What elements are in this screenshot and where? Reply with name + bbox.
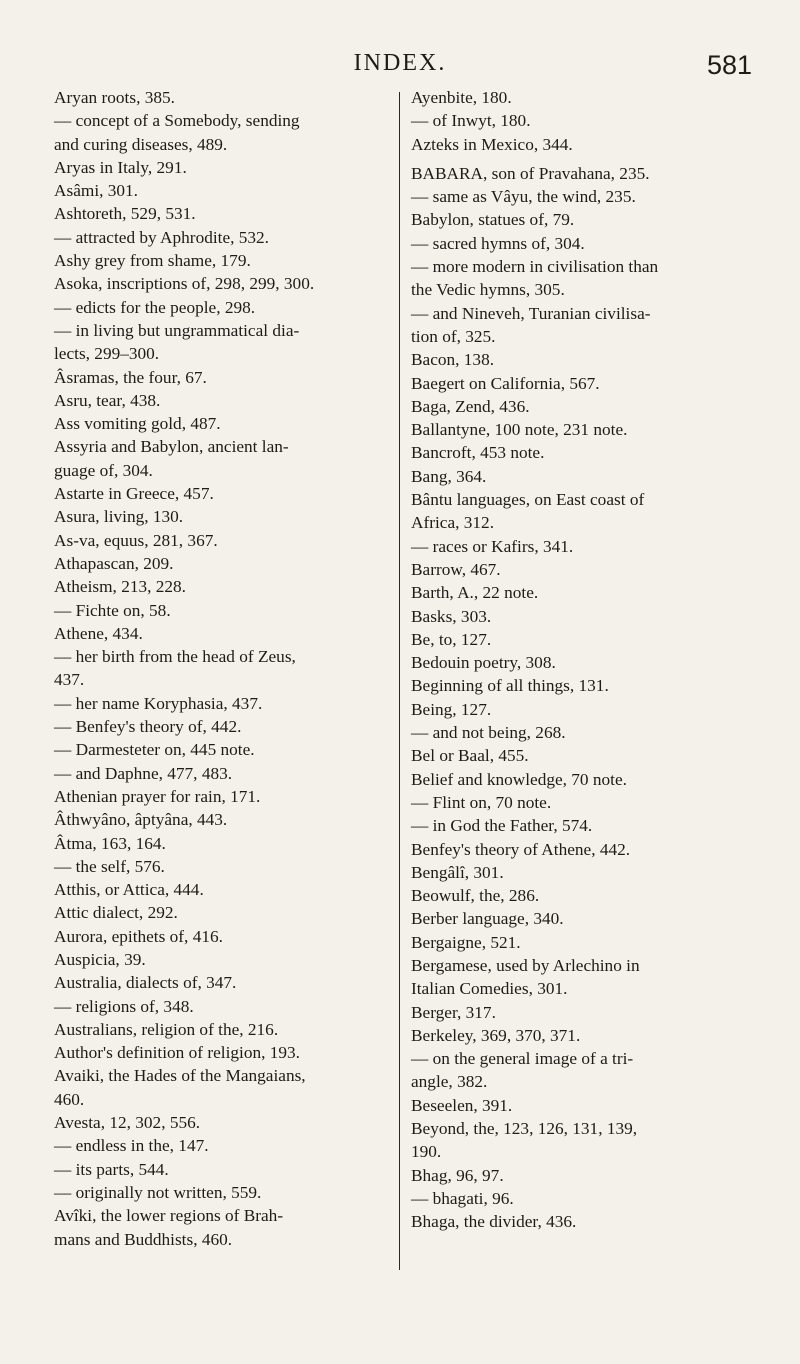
- index-entry-line: — on the general image of a tri-: [411, 1049, 634, 1069]
- index-entry-line: Athapascan, 209.: [54, 553, 174, 573]
- index-entry: [411, 1047, 756, 1094]
- index-entry-line: Bengâlî, 301.: [411, 862, 504, 882]
- index-entry-line: — in God the Father, 574.: [411, 816, 593, 836]
- index-entry: [411, 232, 756, 255]
- index-entry-continuation: 190.: [411, 1142, 442, 1162]
- index-entry: [54, 878, 394, 901]
- index-entry-line: — the self, 576.: [54, 856, 165, 876]
- index-entry-line: Bântu languages, on East coast of: [411, 490, 645, 510]
- index-entry: [411, 861, 756, 884]
- index-entry: [411, 791, 756, 814]
- index-entry-line: Athenian prayer for rain, 171.: [54, 786, 261, 806]
- index-entry-line: Bhag, 96, 97.: [411, 1165, 504, 1185]
- index-entry-continuation: angle, 382.: [411, 1072, 488, 1092]
- index-entry: [54, 645, 394, 692]
- index-entry-line: Being, 127.: [411, 699, 492, 719]
- index-entry: [411, 768, 756, 791]
- index-entry: [411, 109, 756, 132]
- index-entry: [54, 925, 394, 948]
- index-entry-line: Ballantyne, 100 note, 231 note.: [411, 420, 628, 440]
- index-entry-line: Basks, 303.: [411, 606, 492, 626]
- index-entry-continuation: guage of, 304.: [54, 460, 153, 480]
- index-entry: [54, 389, 394, 412]
- index-entry-line: Berger, 317.: [411, 1002, 496, 1022]
- index-entry: [54, 156, 394, 179]
- index-entry-line: — and not being, 268.: [411, 723, 566, 743]
- index-entry: [54, 901, 394, 924]
- index-entry-line: Ass vomiting gold, 487.: [54, 414, 221, 434]
- index-entry-line: BABARA, son of Pravahana, 235.: [411, 163, 650, 183]
- index-entry-line: Athene, 434.: [54, 623, 143, 643]
- index-entry-line: Baegert on California, 567.: [411, 373, 600, 393]
- index-entry-continuation: tion of, 325.: [411, 326, 496, 346]
- index-entry: [54, 109, 394, 156]
- index-entry: [411, 162, 756, 185]
- index-entry-line: — of Inwyt, 180.: [411, 111, 531, 131]
- index-entry-line: Aryas in Italy, 291.: [54, 157, 187, 177]
- index-entry-line: Atheism, 213, 228.: [54, 577, 187, 597]
- index-entry-line: — attracted by Aphrodite, 532.: [54, 227, 270, 247]
- page-number: 581: [706, 50, 752, 80]
- index-entry-line: Âtma, 163, 164.: [54, 833, 166, 853]
- index-entry: [411, 395, 756, 418]
- index-entry-line: — bhagati, 96.: [411, 1188, 514, 1208]
- index-entry: [54, 738, 394, 761]
- index-entry: [54, 505, 394, 528]
- index-entry-line: As-va, equus, 281, 367.: [54, 530, 218, 550]
- index-entry: [411, 86, 756, 109]
- index-entry: [411, 465, 756, 488]
- index-entry: [411, 1210, 756, 1233]
- index-entry-line: Aryan roots, 385.: [54, 88, 175, 107]
- index-entry: [54, 319, 394, 366]
- index-entry: [411, 605, 756, 628]
- index-entry: [54, 202, 394, 225]
- index-entry-line: — and Daphne, 477, 483.: [54, 763, 233, 783]
- running-head: INDEX.: [353, 50, 447, 76]
- page-header: [0, 50, 800, 90]
- index-entry-line: — and Nineveh, Turanian civilisa-: [411, 303, 651, 323]
- index-entry: [54, 366, 394, 389]
- index-entry-line: Bancroft, 453 note.: [411, 443, 545, 463]
- index-entry-line: Avîki, the lower regions of Brah-: [54, 1206, 284, 1226]
- index-entry-line: Beseelen, 391.: [411, 1095, 513, 1115]
- index-entry-line: Berber language, 340.: [411, 909, 564, 929]
- index-entry: [54, 86, 394, 109]
- index-entry-line: — originally not written, 559.: [54, 1182, 262, 1202]
- index-entry: [411, 1187, 756, 1210]
- index-entry-continuation: and curing diseases, 489.: [54, 134, 228, 154]
- index-entry: [54, 1064, 394, 1111]
- index-column-left: [54, 86, 394, 1251]
- index-entry-line: Berkeley, 369, 370, 371.: [411, 1025, 581, 1045]
- index-entry-line: Beyond, the, 123, 126, 131, 139,: [411, 1119, 638, 1139]
- index-entry-continuation: Africa, 312.: [411, 513, 495, 533]
- index-entry: [411, 185, 756, 208]
- index-entry: [411, 907, 756, 930]
- index-column-right: [411, 86, 756, 1234]
- index-entry-line: — her birth from the head of Zeus,: [54, 647, 296, 667]
- index-entry-line: Bergaigne, 521.: [411, 932, 521, 952]
- index-entry: [411, 1024, 756, 1047]
- index-entry-line: — religions of, 348.: [54, 996, 194, 1016]
- index-entry-line: Benfey's theory of Athene, 442.: [411, 839, 631, 859]
- index-entry-line: Barrow, 467.: [411, 559, 501, 579]
- index-entry-line: Ashtoreth, 529, 531.: [54, 204, 196, 224]
- index-entry: [411, 838, 756, 861]
- index-entry: [411, 1001, 756, 1024]
- index-entry: [54, 785, 394, 808]
- index-entry: [54, 1041, 394, 1064]
- index-entry: [411, 208, 756, 231]
- index-entry: [54, 435, 394, 482]
- index-entry: [54, 1111, 394, 1134]
- index-entry: [411, 1094, 756, 1117]
- index-entry-line: Atthis, or Attica, 444.: [54, 880, 204, 900]
- index-entry-line: Assyria and Babylon, ancient lan-: [54, 437, 289, 457]
- index-entry: [54, 948, 394, 971]
- index-entry-line: — more modern in civilisation than: [411, 257, 659, 277]
- index-entry-line: Bhaga, the divider, 436.: [411, 1212, 577, 1232]
- index-entry: [54, 249, 394, 272]
- index-entry-line: Attic dialect, 292.: [54, 903, 178, 923]
- index-entry-line: Babylon, statues of, 79.: [411, 210, 575, 230]
- index-entry: [411, 372, 756, 395]
- index-entry: [54, 715, 394, 738]
- index-entry-line: Asura, living, 130.: [54, 507, 184, 527]
- index-entry: [54, 179, 394, 202]
- index-entry-line: Bergamese, used by Arlechino in: [411, 955, 640, 975]
- index-entry: [54, 599, 394, 622]
- index-entry: [54, 1181, 394, 1204]
- index-entry: [411, 744, 756, 767]
- index-entry-line: — Fichte on, 58.: [54, 600, 171, 620]
- index-entry: [411, 931, 756, 954]
- index-entry: [54, 995, 394, 1018]
- index-entry-line: — her name Koryphasia, 437.: [54, 693, 263, 713]
- index-entry: [411, 133, 756, 156]
- index-entry-line: Ashy grey from shame, 179.: [54, 251, 251, 271]
- index-entry-line: Ayenbite, 180.: [411, 88, 512, 107]
- index-entry: [411, 628, 756, 651]
- index-entry: [411, 535, 756, 558]
- index-entry: [54, 762, 394, 785]
- index-entry-continuation: 460.: [54, 1089, 85, 1109]
- index-entry: [411, 954, 756, 1001]
- index-entry: [411, 698, 756, 721]
- index-entry: [54, 855, 394, 878]
- index-entry: [411, 418, 756, 441]
- index-entry: [411, 558, 756, 581]
- index-entry-line: — races or Kafirs, 341.: [411, 536, 574, 556]
- index-entry-line: — Benfey's theory of, 442.: [54, 717, 242, 737]
- index-entry-line: Astarte in Greece, 457.: [54, 484, 214, 504]
- index-entry: [54, 1204, 394, 1251]
- index-entry: [411, 814, 756, 837]
- index-entry-line: Baga, Zend, 436.: [411, 396, 530, 416]
- index-entry: [54, 971, 394, 994]
- index-entry: [411, 348, 756, 371]
- index-entry-continuation: lects, 299–300.: [54, 344, 160, 364]
- index-entry: [54, 296, 394, 319]
- index-entry-line: Aurora, epithets of, 416.: [54, 926, 223, 946]
- index-entry: [54, 622, 394, 645]
- index-entry-line: Bel or Baal, 455.: [411, 746, 529, 766]
- index-entry: [54, 575, 394, 598]
- index-entry: [54, 552, 394, 575]
- index-entry-line: — concept of a Somebody, sending: [54, 111, 300, 131]
- index-entry: [54, 1158, 394, 1181]
- index-entry-continuation: mans and Buddhists, 460.: [54, 1229, 233, 1249]
- index-entry-line: — edicts for the people, 298.: [54, 297, 256, 317]
- column-divider: [399, 92, 400, 1270]
- index-entry: [54, 482, 394, 505]
- index-entry: [411, 1117, 756, 1164]
- index-entry-line: — Flint on, 70 note.: [411, 792, 552, 812]
- index-entry: [411, 302, 756, 349]
- index-entry-line: Barth, A., 22 note.: [411, 583, 539, 603]
- index-entry-line: — sacred hymns of, 304.: [411, 233, 585, 253]
- index-entry: [411, 721, 756, 744]
- index-entry: [411, 255, 756, 302]
- index-entry-line: Bedouin poetry, 308.: [411, 653, 556, 673]
- index-entry-line: — endless in the, 147.: [54, 1136, 209, 1156]
- index-entry: [411, 488, 756, 535]
- index-entry-line: Asru, tear, 438.: [54, 390, 161, 410]
- index-entry-line: Bacon, 138.: [411, 350, 495, 370]
- index-entry-line: Âthwyâno, âptyâna, 443.: [54, 810, 228, 830]
- index-entry: [54, 808, 394, 831]
- index-entry-line: Australians, religion of the, 216.: [54, 1019, 279, 1039]
- index-entry-line: — Darmesteter on, 445 note.: [54, 740, 255, 760]
- index-entry-continuation: 437.: [54, 670, 85, 690]
- index-entry: [54, 692, 394, 715]
- index-entry: [54, 412, 394, 435]
- index-entry-line: Avaiki, the Hades of the Mangaians,: [54, 1066, 306, 1086]
- index-entry-line: Bang, 364.: [411, 466, 487, 486]
- index-entry: [411, 651, 756, 674]
- index-entry-line: Azteks in Mexico, 344.: [411, 134, 573, 154]
- index-entry-line: Beginning of all things, 131.: [411, 676, 609, 696]
- index-entry-line: Belief and knowledge, 70 note.: [411, 769, 627, 789]
- index-entry-line: Beowulf, the, 286.: [411, 886, 540, 906]
- index-entry-continuation: the Vedic hymns, 305.: [411, 280, 565, 300]
- index-entry-line: — in living but ungrammatical dia-: [54, 320, 300, 340]
- index-entry: [54, 1134, 394, 1157]
- index-entry: [54, 832, 394, 855]
- index-entry-line: Asâmi, 301.: [54, 181, 139, 201]
- index-entry: [54, 226, 394, 249]
- index-entry: [54, 529, 394, 552]
- index-entry: [411, 441, 756, 464]
- index-entry-line: Be, to, 127.: [411, 629, 492, 649]
- index-entry: [411, 581, 756, 604]
- index-entry-line: Âsramas, the four, 67.: [54, 367, 207, 387]
- index-entry-line: — same as Vâyu, the wind, 235.: [411, 187, 636, 207]
- index-entry-continuation: Italian Comedies, 301.: [411, 979, 568, 999]
- index-entry: [411, 1164, 756, 1187]
- index-entry-line: Avesta, 12, 302, 556.: [54, 1113, 201, 1133]
- index-entry-line: Australia, dialects of, 347.: [54, 973, 237, 993]
- index-entry: [54, 1018, 394, 1041]
- index-entry-line: Asoka, inscriptions of, 298, 299, 300.: [54, 274, 315, 294]
- index-entry-line: — its parts, 544.: [54, 1159, 169, 1179]
- index-entry: [411, 674, 756, 697]
- index-entry-line: Auspicia, 39.: [54, 949, 146, 969]
- index-entry: [54, 272, 394, 295]
- index-entry: [411, 884, 756, 907]
- index-entry-line: Author's definition of religion, 193.: [54, 1043, 300, 1063]
